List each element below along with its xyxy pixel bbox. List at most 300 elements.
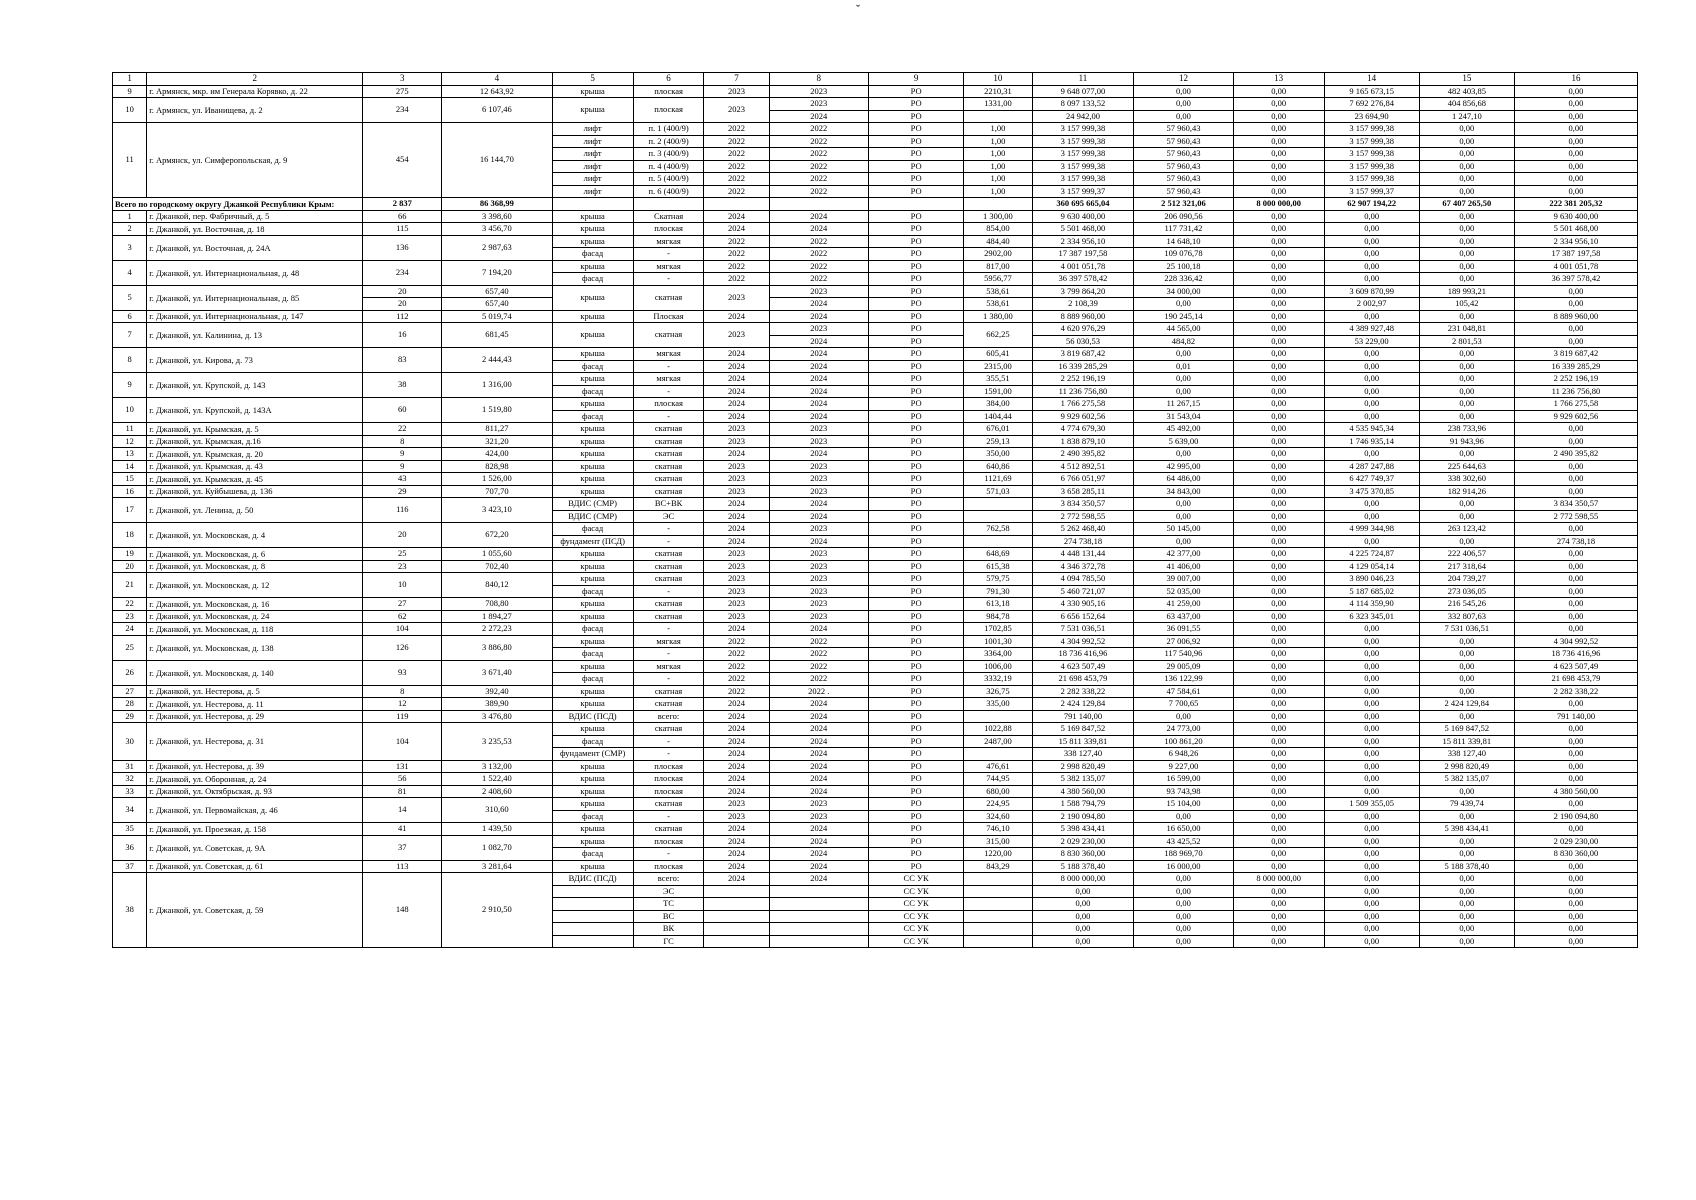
table-cell: крыша	[552, 610, 633, 623]
table-cell: 0,00	[1324, 723, 1419, 736]
table-cell: 18 736 416,96	[1514, 648, 1637, 661]
table-cell: 0,00	[1233, 885, 1324, 898]
table-cell: 0,00	[1233, 710, 1324, 723]
table-cell: 0,00	[1324, 510, 1419, 523]
table-cell: фасад	[552, 385, 633, 398]
table-cell: крыша	[552, 348, 633, 361]
table-cell: 4 304 992,52	[1514, 635, 1637, 648]
table-cell: 1 766 275,58	[1514, 398, 1637, 411]
table-cell: 8 000 000,00	[1233, 873, 1324, 886]
table-cell: г. Джанкой, ул. Нестерова, д. 31	[147, 723, 363, 761]
table-cell: 2024	[704, 360, 769, 373]
table-cell: г. Джанкой, ул. Интернациональная, д. 48	[147, 260, 363, 285]
table-cell: 15 811 339,81	[1032, 735, 1134, 748]
table-row	[113, 548, 1638, 561]
table-cell: 4 304 992,52	[1032, 635, 1134, 648]
table-cell: г. Джанкой, ул. Советская, д. 9А	[147, 835, 363, 860]
table-cell: 2024	[769, 710, 868, 723]
table-cell: 0,01	[1134, 360, 1233, 373]
table-cell: 2022	[704, 185, 769, 198]
table-cell: фасад	[552, 848, 633, 861]
table-cell	[769, 910, 868, 923]
table-cell	[704, 935, 769, 948]
table-cell: крыша	[552, 85, 633, 98]
table-cell: 828,98	[442, 460, 552, 473]
table-cell: 228 336,42	[1134, 273, 1233, 286]
table-cell: 2024	[704, 310, 769, 323]
table-cell: 190 245,14	[1134, 310, 1233, 323]
table-cell: крыша	[552, 785, 633, 798]
table-cell: крыша	[552, 423, 633, 436]
table-cell: 2024	[704, 710, 769, 723]
table-cell: 2024	[769, 848, 868, 861]
table-cell: -	[633, 273, 704, 286]
table-cell: ГС	[633, 935, 704, 948]
table-cell: 136	[363, 235, 442, 260]
table-cell: 36 091,55	[1134, 623, 1233, 636]
table-cell	[769, 898, 868, 911]
table-cell: 0,00	[1514, 773, 1637, 786]
table-cell: крыша	[552, 223, 633, 236]
table-row	[113, 210, 1638, 223]
table-cell: 0,00	[1233, 298, 1324, 311]
table-cell: крыша	[552, 560, 633, 573]
table-cell: РО	[869, 260, 964, 273]
table-cell: 0,00	[1419, 635, 1514, 648]
table-cell: 2 190 094,80	[1032, 810, 1134, 823]
table-cell: 4 623 507,49	[1032, 660, 1134, 673]
table-cell: РО	[869, 760, 964, 773]
table-cell: 3 886,80	[442, 635, 552, 660]
table-cell: г. Джанкой, ул. Восточная, д. 24А	[147, 235, 363, 260]
table-cell: 136 122,99	[1134, 673, 1233, 686]
table-cell: ЭС	[633, 885, 704, 898]
table-cell: всего:	[633, 710, 704, 723]
table-cell: 0,00	[1324, 873, 1419, 886]
table-cell: РО	[869, 735, 964, 748]
table-cell: 360 695 665,04	[1032, 198, 1134, 211]
table-cell: 2 772 598,55	[1032, 510, 1134, 523]
table-cell: крыша	[552, 210, 633, 223]
table-cell: 2024	[704, 773, 769, 786]
table-cell: 0,00	[1134, 510, 1233, 523]
table-cell: 0,00	[1324, 710, 1419, 723]
table-cell: 538,61	[964, 298, 1032, 311]
table-cell: 744,95	[964, 773, 1032, 786]
table-cell: 0,00	[1324, 648, 1419, 661]
table-cell: 2022	[769, 273, 868, 286]
table-cell: 2023	[769, 798, 868, 811]
table-cell: 0,00	[1233, 760, 1324, 773]
table-cell: г. Джанкой, ул. Крымская, д. 20	[147, 448, 363, 461]
table-cell: 63 437,00	[1134, 610, 1233, 623]
table-cell: 234	[363, 98, 442, 123]
table-cell: г. Джанкой, ул. Крупской, д. 143	[147, 373, 363, 398]
table-cell: 2023	[769, 585, 868, 598]
table-cell: 222 381 205,32	[1514, 198, 1637, 211]
table-cell: -	[633, 410, 704, 423]
table-cell: 3 475 370,85	[1324, 485, 1419, 498]
table-cell: Скатная	[633, 210, 704, 223]
table-cell: лифт	[552, 135, 633, 148]
table-cell: 746,10	[964, 823, 1032, 836]
table-cell: 0,00	[1514, 160, 1637, 173]
table-cell: 0,00	[1233, 148, 1324, 161]
table-cell: 11 236 756,80	[1032, 385, 1134, 398]
table-cell	[964, 910, 1032, 923]
table-cell: 2024	[769, 760, 868, 773]
table-cell: 0,00	[1419, 810, 1514, 823]
table-cell: 335,00	[964, 698, 1032, 711]
table-cell: 4 512 892,51	[1032, 460, 1134, 473]
table-cell: 2023	[704, 573, 769, 586]
table-row	[113, 685, 1638, 698]
table-cell: 0,00	[1233, 323, 1324, 336]
table-cell: 116	[363, 498, 442, 523]
table-cell: 0,00	[1419, 148, 1514, 161]
table-cell: РО	[869, 235, 964, 248]
table-cell: 23	[363, 560, 442, 573]
table-cell: 0,00	[1324, 673, 1419, 686]
table-cell: 2022	[704, 648, 769, 661]
table-cell: 20	[363, 298, 442, 311]
table-cell: 0,00	[1514, 798, 1637, 811]
table-cell: 2024	[704, 385, 769, 398]
table-cell: 0,00	[1514, 573, 1637, 586]
table-cell: 2024	[769, 448, 868, 461]
table-row	[113, 798, 1638, 811]
table-cell: 0,00	[1324, 348, 1419, 361]
table-cell: 9 929 602,56	[1032, 410, 1134, 423]
table-cell: плоская	[633, 98, 704, 123]
table-cell: 3 157 999,38	[1032, 135, 1134, 148]
table-cell: РО	[869, 823, 964, 836]
table-row	[113, 485, 1638, 498]
table-cell: крыша	[552, 323, 633, 348]
table-cell: 476,61	[964, 760, 1032, 773]
table-cell: -	[633, 673, 704, 686]
table-cell: 3 157 999,38	[1032, 173, 1134, 186]
column-number-header-row	[113, 73, 1638, 86]
table-cell	[964, 110, 1032, 123]
table-cell: 10	[113, 398, 147, 423]
table-cell: 482 403,85	[1419, 85, 1514, 98]
table-cell: СС УК	[869, 910, 964, 923]
table-cell: плоская	[633, 398, 704, 411]
table-cell: 43	[363, 473, 442, 486]
table-cell: 2023	[769, 460, 868, 473]
table-cell: г. Армянск, ул. Симферопольская, д. 9	[147, 123, 363, 198]
table-cell: 791 140,00	[1514, 710, 1637, 723]
table-cell: РО	[869, 835, 964, 848]
table-cell: 708,80	[442, 598, 552, 611]
table-cell: -	[633, 523, 704, 536]
table-cell: 2023	[769, 323, 868, 336]
table-cell: -	[633, 385, 704, 398]
table-cell: 1702,85	[964, 623, 1032, 636]
table-cell: 27 006,92	[1134, 635, 1233, 648]
table-cell: 93	[363, 660, 442, 685]
table-cell: 0,00	[1324, 373, 1419, 386]
table-cell: 2902,00	[964, 248, 1032, 261]
table-cell: 2023	[704, 485, 769, 498]
table-cell: 854,00	[964, 223, 1032, 236]
table-cell: 60	[363, 398, 442, 423]
table-cell: 53 229,00	[1324, 335, 1419, 348]
table-cell: 273 036,05	[1419, 585, 1514, 598]
table-cell	[964, 535, 1032, 548]
table-cell: 0,00	[1419, 223, 1514, 236]
table-cell: 1006,00	[964, 660, 1032, 673]
table-cell: 0,00	[1514, 523, 1637, 536]
table-cell: 0,00	[1233, 598, 1324, 611]
table-cell: 2022	[769, 148, 868, 161]
table-cell: 2 987,63	[442, 235, 552, 260]
table-cell: 2 190 094,80	[1514, 810, 1637, 823]
table-cell: 18	[113, 523, 147, 548]
table-cell: крыша	[552, 685, 633, 698]
table-cell: 9 929 602,56	[1514, 410, 1637, 423]
table-cell: 2024	[769, 698, 868, 711]
table-cell: 3 157 999,38	[1324, 173, 1419, 186]
table-cell: 11	[113, 423, 147, 436]
table-cell: 41 406,00	[1134, 560, 1233, 573]
table-cell: 16	[113, 485, 147, 498]
table-cell: 2024	[769, 210, 868, 223]
table-cell: скатная	[633, 823, 704, 836]
table-cell: 0,00	[1324, 635, 1419, 648]
table-cell: 26	[113, 660, 147, 685]
table-cell: 0,00	[1419, 410, 1514, 423]
table-cell: 0,00	[1514, 135, 1637, 148]
table-cell: г. Джанкой, ул. Московская, д. 140	[147, 660, 363, 685]
table-cell: 17	[113, 498, 147, 523]
table-cell: 2 334 956,10	[1514, 235, 1637, 248]
table-cell: 2022	[769, 248, 868, 261]
table-cell: 3 157 999,38	[1324, 160, 1419, 173]
table-cell: 2023	[769, 423, 868, 436]
table-cell: 0,00	[1514, 598, 1637, 611]
table-cell: РО	[869, 798, 964, 811]
table-cell: 38	[113, 873, 147, 948]
table-cell: РО	[869, 673, 964, 686]
table-cell: 662,25	[964, 323, 1032, 348]
table-cell: -	[633, 585, 704, 598]
table-cell: 126	[363, 635, 442, 660]
table-cell: 259,13	[964, 435, 1032, 448]
table-cell: 2024	[769, 373, 868, 386]
table-cell: фасад	[552, 248, 633, 261]
table-cell: 0,00	[1324, 398, 1419, 411]
table-cell	[964, 885, 1032, 898]
table-cell	[704, 898, 769, 911]
table-cell: 3	[113, 235, 147, 260]
table-cell: 0,00	[1419, 235, 1514, 248]
table-cell: 350,00	[964, 448, 1032, 461]
table-cell: 702,40	[442, 560, 552, 573]
table-cell: 10	[363, 573, 442, 598]
table-cell: фасад	[552, 673, 633, 686]
table-cell: 2024	[769, 735, 868, 748]
table-cell: 131	[363, 760, 442, 773]
table-cell: фасад	[552, 735, 633, 748]
table-cell: 0,00	[1233, 285, 1324, 298]
table-cell: РО	[869, 585, 964, 598]
table-cell: 2 334 956,10	[1032, 235, 1134, 248]
table-cell: г. Джанкой, ул. Крымская, д. 45	[147, 473, 363, 486]
table-cell: г. Армянск, ул. Иванищева, д. 2	[147, 98, 363, 123]
table-cell	[704, 923, 769, 936]
table-cell: 5 169 847,52	[1419, 723, 1514, 736]
table-cell: РО	[869, 710, 964, 723]
table-cell	[552, 898, 633, 911]
table-cell: 1121,69	[964, 473, 1032, 486]
table-cell: 44 565,00	[1134, 323, 1233, 336]
table-cell: РО	[869, 723, 964, 736]
table-cell: 2022	[704, 135, 769, 148]
table-cell: 2023	[769, 610, 868, 623]
table-cell: 0,00	[1233, 560, 1324, 573]
table-cell: 2024	[704, 860, 769, 873]
table-cell: 0,00	[1324, 535, 1419, 548]
table-cell: 0,00	[1032, 935, 1134, 948]
table-cell: 0,00	[1324, 935, 1419, 948]
table-cell: 6 107,46	[442, 98, 552, 123]
table-cell: 8 830 360,00	[1514, 848, 1637, 861]
table-cell: -	[633, 848, 704, 861]
table-row	[113, 498, 1638, 511]
table-cell: 9 648 077,00	[1032, 85, 1134, 98]
table-cell: 0,00	[1324, 273, 1419, 286]
table-cell: 3 658 285,11	[1032, 485, 1134, 498]
table-cell: РО	[869, 523, 964, 536]
table-cell: 1 588 794,79	[1032, 798, 1134, 811]
table-cell: 5 398 434,41	[1032, 823, 1134, 836]
table-cell: 0,00	[1134, 498, 1233, 511]
table-cell: 2022	[769, 173, 868, 186]
table-cell: 7 692 276,84	[1324, 98, 1419, 111]
table-cell: 2023	[769, 285, 868, 298]
table-cell: 36	[113, 835, 147, 860]
table-cell: 762,58	[964, 523, 1032, 536]
table-cell: скатная	[633, 685, 704, 698]
table-cell: 310,60	[442, 798, 552, 823]
table-row	[113, 598, 1638, 611]
table-cell: 8	[363, 435, 442, 448]
table-cell: 274 738,18	[1032, 535, 1134, 548]
table-cell: 0,00	[1324, 785, 1419, 798]
table-cell: 21 698 453,79	[1032, 673, 1134, 686]
table-cell: 2024	[769, 860, 868, 873]
table-cell: РО	[869, 560, 964, 573]
table-cell: мягкая	[633, 373, 704, 386]
table-cell: г. Джанкой, ул. Оборонная, д. 24	[147, 773, 363, 786]
table-cell: г. Джанкой, ул. Московская, д. 8	[147, 560, 363, 573]
table-cell: 42 995,00	[1134, 460, 1233, 473]
table-cell: крыша	[552, 460, 633, 473]
table-cell: 1 247,10	[1419, 110, 1514, 123]
table-cell: 24	[113, 623, 147, 636]
table-cell: г. Джанкой, ул. Первомайская, д. 46	[147, 798, 363, 823]
table-cell: 2024	[769, 310, 868, 323]
table-row	[113, 373, 1638, 386]
table-cell: 571,03	[964, 485, 1032, 498]
table-cell: 14 648,10	[1134, 235, 1233, 248]
table-cell: 843,29	[964, 860, 1032, 873]
table-cell: 57 960,43	[1134, 160, 1233, 173]
table-cell: 9	[363, 460, 442, 473]
table-cell: 1220,00	[964, 848, 1032, 861]
table-cell: 2024	[704, 373, 769, 386]
table-cell	[964, 748, 1032, 761]
table-cell: 0,00	[1233, 723, 1324, 736]
table-cell: 0,00	[1233, 923, 1324, 936]
table-row	[113, 98, 1638, 111]
table-cell: 1 439,50	[442, 823, 552, 836]
table-cell: 39 007,00	[1134, 573, 1233, 586]
table-cell: -	[633, 535, 704, 548]
table-cell: 0,00	[1134, 85, 1233, 98]
table-cell: 0,00	[1419, 910, 1514, 923]
table-cell: 2023	[769, 485, 868, 498]
table-cell: 50 145,00	[1134, 523, 1233, 536]
table-cell: 0,00	[1233, 610, 1324, 623]
table-cell: 4 389 927,48	[1324, 323, 1419, 336]
table-cell	[704, 910, 769, 923]
table-cell: 189 993,21	[1419, 285, 1514, 298]
table-row	[113, 610, 1638, 623]
table-cell: 0,00	[1233, 98, 1324, 111]
table-cell: 0,00	[1419, 685, 1514, 698]
table-cell: 7 194,20	[442, 260, 552, 285]
table-cell: РО	[869, 410, 964, 423]
table-cell: РО	[869, 535, 964, 548]
table-cell: плоская	[633, 835, 704, 848]
table-cell: РО	[869, 335, 964, 348]
table-cell: 3 157 999,38	[1032, 160, 1134, 173]
table-cell: 0,00	[1324, 773, 1419, 786]
table-cell: 0,00	[1419, 848, 1514, 861]
table-row	[113, 710, 1638, 723]
table-cell: 0,00	[1324, 360, 1419, 373]
table-cell: 0,00	[1233, 360, 1324, 373]
table-row	[113, 573, 1638, 586]
table-cell: г. Джанкой, ул. Московская, д. 24	[147, 610, 363, 623]
table-cell: 0,00	[1419, 185, 1514, 198]
table-cell: 4 094 785,50	[1032, 573, 1134, 586]
table-cell: 112	[363, 310, 442, 323]
table-cell: 2 282 338,22	[1514, 685, 1637, 698]
table-cell: 5956,77	[964, 273, 1032, 286]
table-cell: 1,00	[964, 135, 1032, 148]
table-cell: 36 397 578,42	[1032, 273, 1134, 286]
table-cell: 5 639,00	[1134, 435, 1233, 448]
table-cell: 0,00	[1514, 935, 1637, 948]
table-cell: 0,00	[1134, 373, 1233, 386]
table-cell: 15 104,00	[1134, 798, 1233, 811]
table-cell: 840,12	[442, 573, 552, 598]
table-cell: РО	[869, 573, 964, 586]
table-cell: 0,00	[1233, 735, 1324, 748]
table-cell: 605,41	[964, 348, 1032, 361]
table-cell: 9	[113, 85, 147, 98]
table-cell: 2023	[769, 435, 868, 448]
table-cell: 0,00	[1134, 810, 1233, 823]
table-cell: 791,30	[964, 585, 1032, 598]
table-cell: 2024	[704, 823, 769, 836]
table-cell: 0,00	[1419, 273, 1514, 286]
table-cell: 216 545,26	[1419, 598, 1514, 611]
